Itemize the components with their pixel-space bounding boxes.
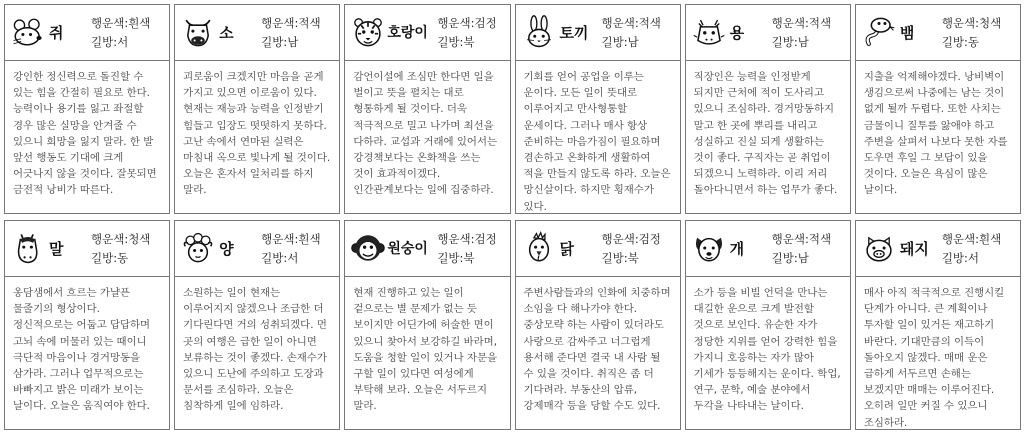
lucky-direction: 길방:남 xyxy=(771,35,809,49)
fortune-card-tiger xyxy=(344,4,510,214)
fortune-text: 기회를 얻어 공업을 이루는 운이다. 모든 일이 뜻대로 이루어지고 만사형통할 운세이다. 그러나 매사 항상 준비하는 마음가짐이 필요하며 겸손하고 온화하게 생활하여 적을 만들지 않도록 하라. 오늘은 망신살이다. 하지만 횡재수가 있다. xyxy=(523,71,671,213)
fortune-text: 직장인은 능력을 인정받게 되지만 근처에 적이 도사리고 있으니 조심하라. 경거망동하지 말고 한 곳에 뿌리를 내리고 성실하고 진실 되게 생활하는 것이 좋다. 구직자는 곧 취업이 되겠으니 노력하라. 이리 저리 돌아다니면서 하는 업무가 좋다. xyxy=(693,71,838,197)
animal-name: 토끼 xyxy=(559,24,589,42)
card-header xyxy=(175,5,339,61)
lucky-color: 행운색:청색 xyxy=(941,16,1002,30)
fortune-card-rat xyxy=(4,4,170,214)
animal-name: 쥐 xyxy=(49,24,64,42)
zodiac-fortune-grid xyxy=(4,4,1021,430)
fortune-text: 강인한 정신력으로 돌진할 수 있는 힘을 간절히 필요로 한다. 능력이나 용기를 잃고 좌절할 경우 많은 실망을 안겨줄 수 있으니 희망을 잃지 말라. 한 발 앞선 행동도 기대에 크게 어긋나지 않을 것이다. 잘못되면 금전적 낭비가 따른다. xyxy=(13,71,157,197)
animal-name: 소 xyxy=(219,24,234,42)
fortune-meta xyxy=(602,14,661,52)
lucky-color: 행운색:적색 xyxy=(771,232,832,246)
lucky-direction: 길방:북 xyxy=(437,251,475,265)
card-header xyxy=(686,221,850,277)
animal-name: 양 xyxy=(219,240,234,258)
fortune-text: 지출을 억제해야겠다. 낭비벽이 생김으로써 나중에는 남는 것이 없게 될까 두렵다. 또한 사치는 금물이니 질투를 앓애야 하고 주변을 살펴서 나보다 못한 자를 도우면 후일 그 보답이 있을 것이다. 오늘은 욕심이 많은 날이다. xyxy=(863,71,1008,197)
dog-icon xyxy=(692,231,726,265)
lucky-color: 행운색:흰색 xyxy=(261,232,321,246)
lucky-color: 행운색:청색 xyxy=(91,232,151,246)
lucky-color: 행운색:적색 xyxy=(261,16,321,30)
fortune-text: 매사 아직 적극적으로 진행시킬 단계가 아니다. 큰 계획이나 투자할 일이 있거든 재고하기 바란다. 기대만큼의 이득이 돌아오지 않겠다. 매매 운은 급하게 서두르면 손해는 보겠지만 매매는 이루어진다. 오히려 일만 커질 수 있으니 조심하라. xyxy=(863,287,1005,429)
lucky-color: 행운색:적색 xyxy=(601,16,661,30)
card-header xyxy=(856,221,1020,277)
pig-icon xyxy=(862,231,896,265)
fortune-text: 괴로움이 크겠지만 마음을 곧게 가지고 있으면 이로움이 있다. 현재는 재능과 능력을 인정받기 힘들고 입장도 떳떳하지 못하다. 고난 속에서 연마된 실력은 마침내 옥으로 빛나게 될 것이다. 오늘은 혼자서 일처리를 하지 말라. xyxy=(183,71,331,197)
fortune-meta xyxy=(261,230,320,268)
fortune-card-dog xyxy=(685,220,851,430)
animal-name: 닭 xyxy=(559,240,574,258)
animal-name: 돼지 xyxy=(899,240,929,258)
fortune-meta xyxy=(91,230,150,268)
animal-name: 호랑이 xyxy=(387,25,428,41)
fortune-text: 주변사람들과의 인화에 치중하며 소임을 다 해나가야 한다. 중상모략 하는 사람이 있더라도 사랑으로 감싸주고 너그럽게 용서해 준다면 결국 내 사람 될 수 있을 것이다. 취직은 좀 더 기다려라. 부동산의 압류, 강제매각 등을 당할 수도 있다. xyxy=(523,287,671,413)
tiger-icon xyxy=(351,15,385,49)
fortune-text: 옹담샘에서 흐르는 가냘픈 물줄기의 형상이다. 정신적으로는 어둡고 답답하며 고뇌 속에 머물러 있는 때이니 극단적 마음이나 경거망동을 삼가라. 그러나 업무적으로는 바빠지고 밝은 미래가 보이는 날이다. 오늘은 움직여야 한다. xyxy=(13,287,151,413)
snake-icon xyxy=(862,15,896,49)
lucky-direction: 길방:남 xyxy=(261,35,299,49)
animal-name: 용 xyxy=(729,24,745,42)
lucky-direction: 길방:남 xyxy=(771,251,809,265)
sheep-icon xyxy=(181,231,215,265)
ox-icon xyxy=(181,15,215,49)
fortune-card-monkey xyxy=(344,220,510,430)
fortune-card-dragon xyxy=(685,4,851,214)
fortune-meta xyxy=(261,14,320,52)
rabbit-icon xyxy=(522,15,556,49)
lucky-color: 행운색:검정 xyxy=(437,16,497,30)
horse-icon xyxy=(11,231,45,265)
lucky-direction: 길방:서 xyxy=(261,251,299,265)
animal-name: 말 xyxy=(49,240,64,258)
fortune-meta xyxy=(602,230,661,268)
lucky-direction: 길방:북 xyxy=(601,251,639,265)
fortune-meta xyxy=(772,14,831,52)
fortune-meta xyxy=(437,14,496,52)
fortune-meta xyxy=(772,230,831,268)
lucky-direction: 길방:서 xyxy=(941,251,980,265)
animal-name: 뱀 xyxy=(899,24,915,42)
card-header xyxy=(516,5,680,61)
lucky-color: 행운색:적색 xyxy=(771,16,832,30)
lucky-color: 행운색:검정 xyxy=(601,232,661,246)
lucky-direction: 길방:서 xyxy=(91,35,129,49)
lucky-direction: 길방:동 xyxy=(941,35,980,49)
fortune-card-snake xyxy=(855,4,1021,214)
fortune-text: 소원하는 일이 현재는 이루어지지 않겠으나 조급한 더 기다린다면 거의 성취되겠다. 먼 곳의 여행은 급한 일이 아니면 보류하는 것이 좋겠다. 손재수가 있으니 도난에 주의하고 도장과 문서를 조심하라. 오늘은 침착하게 일에 임하라. xyxy=(183,287,327,413)
fortune-meta xyxy=(437,230,496,268)
lucky-color: 행운색:흰색 xyxy=(91,16,151,30)
fortune-card-rooster xyxy=(515,220,681,430)
rooster-icon xyxy=(522,231,556,265)
rat-icon xyxy=(11,15,45,49)
card-header xyxy=(5,5,169,61)
fortune-card-pig xyxy=(855,220,1021,430)
card-header xyxy=(5,221,169,277)
lucky-direction: 길방:동 xyxy=(91,251,129,265)
fortune-card-rabbit xyxy=(515,4,681,214)
fortune-text: 감언이설에 조심만 한다면 일을 벌이고 뜻을 펼치는 대로 형통하게 될 것이다. 더욱 적극적으로 밀고 나가며 최선을 다하라. 교섭과 거래에 있어서는 강경책보다는 온화책을 쓰는 것이 효과적이겠다. 인간관계보다는 일에 집중하라. xyxy=(353,71,498,197)
card-header xyxy=(345,221,509,277)
dragon-icon xyxy=(692,15,726,49)
card-header xyxy=(175,221,339,277)
fortune-meta xyxy=(91,14,150,52)
fortune-text: 소가 등을 비빌 언덕을 만나는 대길한 운으로 크게 발전할 것으로 보인다. 유순한 자가 정당한 지위를 얻어 강력한 힘을 가지니 호응하는 자가 많아 기세가 등등해지는 운이다. 학업, 연구, 문학, 예술 분야에서 두각을 나타내는 날이다. xyxy=(693,287,841,413)
card-header xyxy=(345,5,509,61)
animal-name: 개 xyxy=(729,240,745,258)
animal-name: 원숭이 xyxy=(387,241,428,257)
lucky-direction: 길방:남 xyxy=(601,35,639,49)
fortune-meta xyxy=(942,230,1001,268)
monkey-icon xyxy=(351,231,385,265)
fortune-card-sheep xyxy=(174,220,340,430)
lucky-color: 행운색:흰색 xyxy=(941,232,1002,246)
card-header xyxy=(856,5,1020,61)
card-header xyxy=(516,221,680,277)
lucky-color: 행운색:검정 xyxy=(437,232,497,246)
fortune-text: 현재 진행하고 있는 일이 겉으로는 별 문제가 없는 듯 보이지만 어딘가에 허술한 면이 있으니 찾아서 보강하길 바라며, 도움을 청할 일이 있거나 자문을 구할 일이 있다면 여성에게 부탁해 보라. 오늘은 서두르지 말라. xyxy=(353,287,498,413)
fortune-card-horse xyxy=(4,220,170,430)
fortune-meta xyxy=(942,14,1001,52)
fortune-card-ox xyxy=(174,4,340,214)
card-header xyxy=(686,5,850,61)
lucky-direction: 길방:북 xyxy=(437,35,475,49)
